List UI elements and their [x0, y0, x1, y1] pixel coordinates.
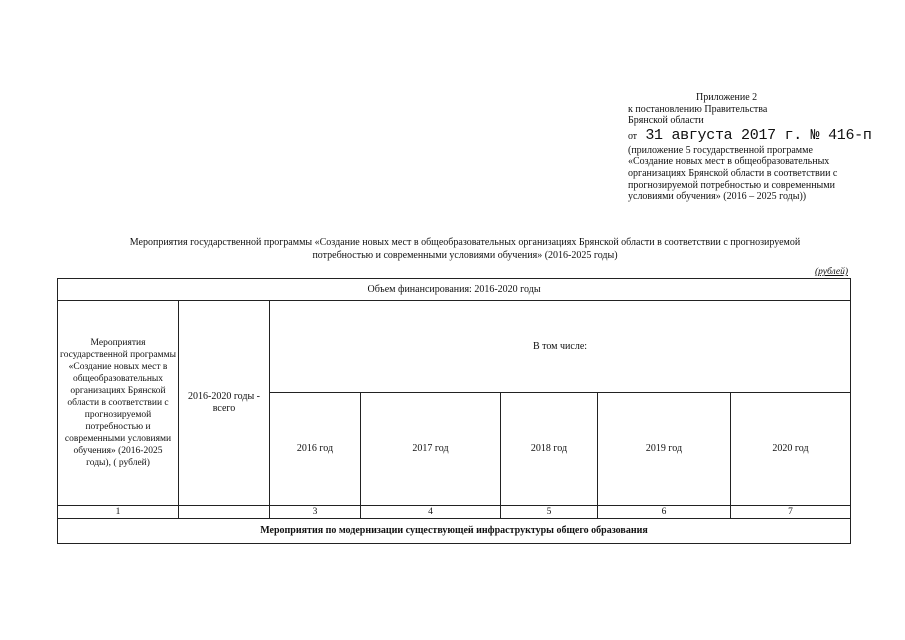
column-number: 7 [731, 506, 851, 519]
appendix-date-line [628, 128, 878, 145]
appendix-note-line: прогнозируемой потребностью и современными [628, 179, 835, 191]
column-header-measures: Мероприятия государственной программы «Создание новых мест в общеобразовательных организациях Брянской области в соответствии с прогнозируемой потребностью и современными условиями обучения» (2016-2025 годы), ( рублей) [58, 301, 179, 506]
year-header: 2016 год [270, 393, 361, 506]
column-number: 1 [58, 506, 179, 519]
column-number [179, 506, 270, 519]
appendix-region-line: Брянской области [628, 115, 704, 127]
heading-line-2: потребностью и современными условиями обучения» (2016-2025 годы) [312, 249, 618, 261]
appendix-block [628, 92, 878, 203]
section-title: Мероприятия по модернизации существующей инфраструктуры общего образования [58, 519, 851, 544]
year-header: 2017 год [361, 393, 501, 506]
table-row-funding [58, 279, 851, 301]
heading-line-1: Мероприятия государственной программы «Создание новых мест в общеобразовательных организациях Брянской области в соответствии с прогнозируемой [129, 237, 801, 248]
financing-table [57, 278, 851, 544]
unit-label: (рублей) [814, 267, 848, 277]
column-number: 6 [598, 506, 731, 519]
year-header: 2018 год [501, 393, 598, 506]
appendix-title: Приложение 2 [696, 92, 758, 103]
document-heading [70, 237, 860, 262]
column-number: 3 [270, 506, 361, 519]
column-number: 5 [501, 506, 598, 519]
including-header: В том числе: [270, 301, 851, 393]
year-header: 2020 год [731, 393, 851, 506]
column-number: 4 [361, 506, 501, 519]
table-row-column-numbers [58, 506, 851, 519]
appendix-date-handwritten: 31 августа 2017 г. № 416-п [645, 126, 872, 144]
table-row-subheader [58, 301, 851, 393]
appendix-note-line: «Создание новых мест в общеобразовательных [628, 156, 830, 168]
appendix-decree-line: к постановлению Правительства [628, 103, 768, 115]
appendix-date-prefix: от [628, 130, 637, 142]
funding-header: Объем финансирования: 2016-2020 годы [58, 279, 851, 301]
appendix-note-line: условиями обучения» (2016 – 2025 годы)) [628, 191, 807, 203]
table-row-section [58, 519, 851, 544]
column-header-total: 2016-2020 годы - всего [179, 301, 270, 506]
appendix-note-line: (приложение 5 государственной программе [628, 144, 813, 156]
year-header: 2019 год [598, 393, 731, 506]
appendix-note-line: организациях Брянской области в соответствии с [628, 167, 838, 179]
